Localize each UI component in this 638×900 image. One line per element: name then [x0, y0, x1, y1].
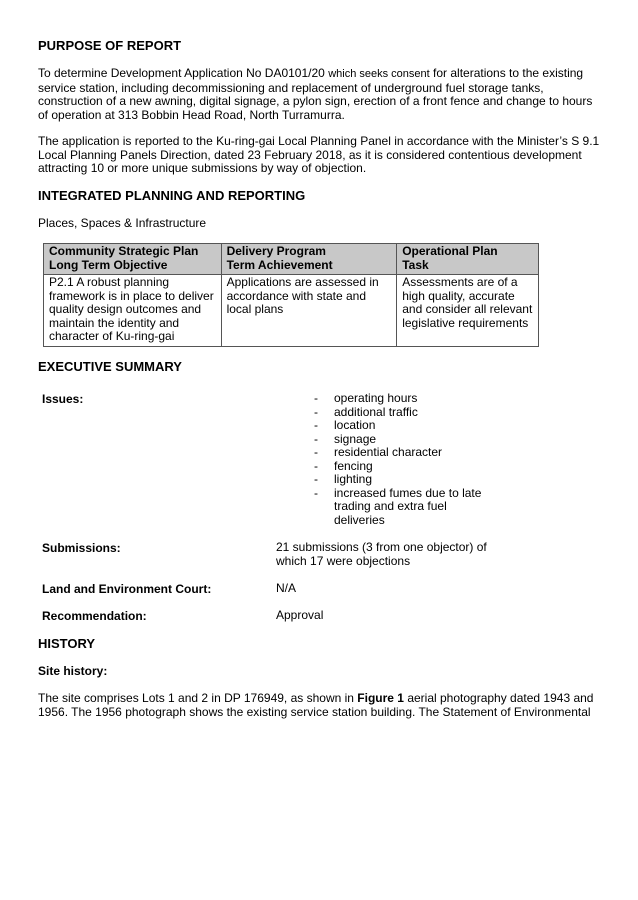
issue-dash: -: [314, 485, 318, 500]
table-header-operational-line2: Task: [402, 257, 429, 272]
list-item: [314, 487, 489, 528]
history-heading: HISTORY: [38, 636, 96, 651]
issue-text: signage: [334, 431, 377, 446]
issue-text: fencing: [334, 458, 373, 473]
planning-table-header-row: [44, 244, 539, 275]
table-header-operational-line1: Operational Plan: [402, 244, 498, 258]
table-cell-csp: P2.1 A robust planning framework is in place to deliver quality design outcomes and maintain the identity and character of Ku-ring-gai: [44, 275, 222, 347]
purpose-p1-part-b: which seeks consent: [328, 68, 430, 80]
table-header-csp-line1: Community Strategic Plan: [49, 244, 199, 258]
history-paragraph: [38, 692, 604, 719]
purpose-paragraph-2: The application is reported to the Ku-ring-gai Local Planning Panel in accordance with the Minister’s S 9.1 Local Planning Panels Direction, dated 23 February 2018, as it is considered contentious development attracting 10 or more unique submissions by way of objection.: [38, 134, 600, 175]
recommendation-label: Recommendation:: [42, 609, 147, 623]
purpose-heading: PURPOSE OF REPORT: [38, 38, 182, 53]
court-value: N/A: [276, 581, 297, 595]
planning-table: [43, 243, 539, 347]
table-header-operational: [397, 244, 539, 275]
table-header-delivery: [221, 244, 397, 275]
list-item: [314, 446, 514, 460]
history-p-part-a: The site comprises Lots 1 and 2 in DP 176949, as shown in: [38, 691, 358, 705]
submissions-value: 21 submissions (3 from one objector) of which 17 were objections: [276, 540, 487, 568]
issue-dash: -: [314, 445, 318, 459]
issue-dash: -: [314, 404, 318, 419]
issue-dash: -: [314, 472, 318, 486]
table-header-csp-line2: Long Term Objective: [49, 257, 168, 272]
issue-text: location: [334, 418, 376, 432]
table-header-delivery-line2: Term Achievement: [226, 257, 333, 272]
submissions-label: Submissions:: [42, 541, 121, 555]
table-header-delivery-line1: Delivery Program: [226, 244, 326, 258]
list-item: [314, 419, 514, 433]
integrated-heading: INTEGRATED PLANNING AND REPORTING: [38, 188, 306, 203]
issue-text: additional traffic: [334, 404, 418, 419]
court-label: Land and Environment Court:: [42, 582, 212, 596]
table-cell-delivery: Applications are assessed in accordance with state and local plans: [221, 275, 397, 347]
list-item: [314, 392, 514, 406]
issues-label: Issues:: [42, 392, 84, 406]
executive-heading: EXECUTIVE SUMMARY: [38, 359, 182, 374]
issue-text: operating hours: [334, 391, 418, 405]
purpose-p1-part-c: for alterations to the existing service station, including decommissioning and replacement of underground fuel storage tanks, construction of a new awning, digital signage, a pylon sign, erection of a front fence and change to hours of operation at 313 Bobbin Head Road, North Turramurra.: [38, 66, 593, 122]
table-row: [44, 275, 539, 347]
list-item: [314, 406, 514, 420]
issue-dash: -: [314, 458, 318, 473]
purpose-paragraph-1: [38, 67, 604, 122]
figure-reference: Figure 1: [357, 691, 404, 705]
site-history-subheading: Site history:: [38, 664, 108, 678]
issue-dash: -: [314, 391, 318, 405]
issue-text: residential character: [334, 445, 443, 459]
list-item: [314, 460, 514, 474]
integrated-subtitle: Places, Spaces & Infrastructure: [38, 216, 207, 230]
history-p-part-c: aerial photography dated 1943 and 1956. The 1956 photograph shows the existing service station building. The Statement of Environmental: [38, 691, 594, 719]
table-cell-operational: Assessments are of a high quality, accurate and consider all relevant legislative requirements: [397, 275, 539, 347]
issue-dash: -: [314, 418, 318, 432]
purpose-p1-part-a: To determine Development Application No DA0101/20: [38, 66, 329, 80]
table-header-csp: [44, 244, 222, 275]
list-item: [314, 433, 514, 447]
issue-text: increased fumes due to late trading and extra fuel deliveries: [334, 485, 482, 527]
list-item: [314, 473, 514, 487]
issue-dash: -: [314, 431, 318, 446]
recommendation-value: Approval: [276, 608, 324, 622]
issue-text: lighting: [334, 472, 373, 486]
issues-list: [314, 392, 514, 527]
